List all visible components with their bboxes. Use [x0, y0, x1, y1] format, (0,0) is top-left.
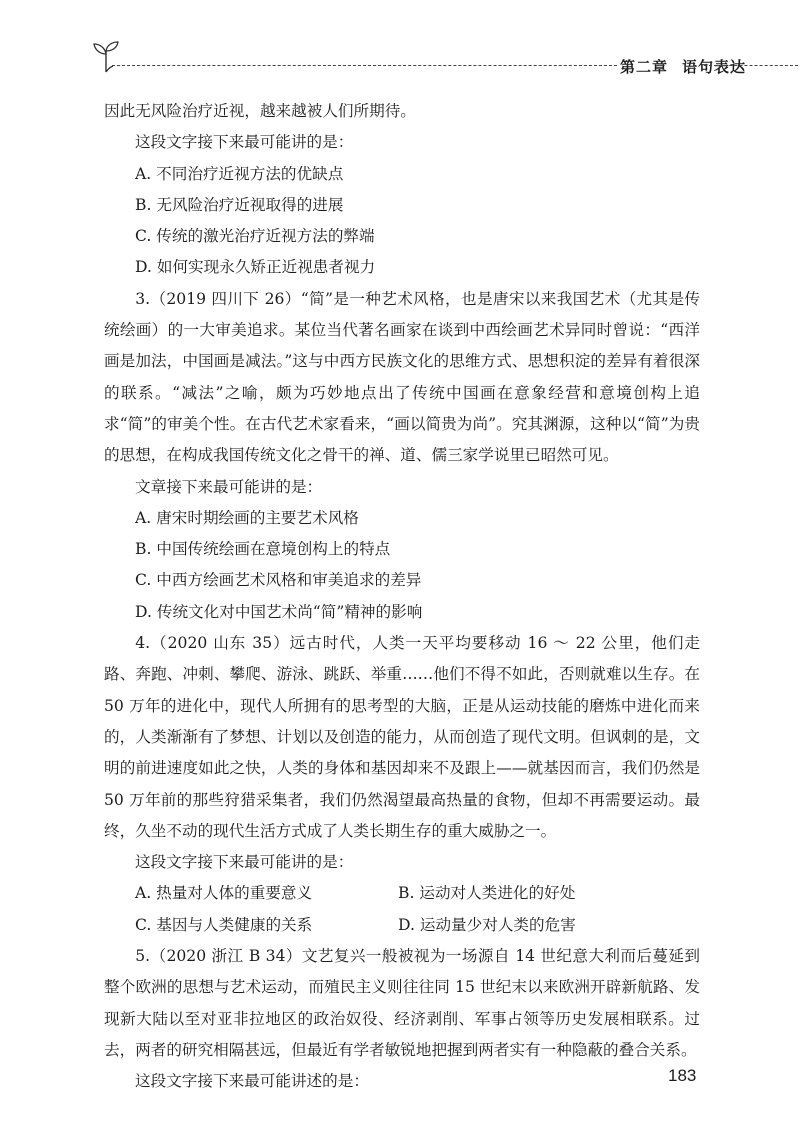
question-4-option-c: C. 基因与人类健康的关系: [135, 915, 313, 934]
question-4-options-row-2: [104, 910, 700, 941]
chapter-name: 语句表达: [682, 58, 747, 76]
question-4-options-row-1: [104, 878, 700, 909]
header-rule-right: [704, 65, 798, 66]
continued-paragraph: 因此无风险治疗近视，越来越被人们所期待。: [104, 102, 416, 120]
chapter-number: 第二章: [620, 58, 669, 76]
question-5-passage: 5.（2020 浙江 B 34）文艺复兴一般被视为一场源自 14 世纪意大利而后蔓延到整个欧洲的思想与艺术运动，而殖民主义则往往同 15 世纪末以来欧洲开辟新航路、发现新大陆以至对亚非拉地区的政治奴役、经济剥削、军事占领等历史发展相联系。过去，两者的研究相隔甚远，但最近有学者敏锐地把握到两者实有一种隐蔽的叠合关系。: [104, 947, 700, 1059]
question-4-option-a: A. 热量对人体的重要意义: [135, 884, 313, 903]
page-content: [104, 96, 700, 1098]
question-2-option-d: D. 如何实现永久矫正近视患者视力: [135, 258, 376, 277]
header-rule-left: [112, 65, 617, 66]
question-3-option-b: B. 中国传统绘画在意境创构上的特点: [135, 540, 391, 559]
question-4-option-b: B. 运动对人类进化的好处: [398, 884, 576, 903]
question-4-prompt: 这段文字接下来最可能讲的是：: [135, 853, 354, 872]
sprout-icon: [92, 40, 120, 74]
question-2-option-b: B. 无风险治疗近视取得的进展: [135, 195, 344, 214]
question-4-passage: 4.（2020 山东 35）远古时代，人类一天平均要移动 16 ～ 22 公里，他们走路、奔跑、冲刺、攀爬、游泳、跳跃、举重……他们不得不如此，否则就难以生存。在 50 万年的进化中，现代人所拥有的思考型的大脑，正是从运动技能的磨炼中进化而来的，人类渐渐有了梦想、计划以及创造的能力，从而创造了现代文明。但讽刺的是，文明的前进速度如此之快，人类的身体和基因却来不及跟上——就基因而言，我们仍然是 50 万年前的那些狩猎采集者，我们仍然渴望最高热量的食物，但却不再需要运动。最终，久坐不动的现代生活方式成了人类长期生存的重大威胁之一。: [104, 634, 700, 840]
question-3-passage: 3.（2019 四川下 26）“简”是一种艺术风格，也是唐宋以来我国艺术（尤其是传统绘画）的一大审美追求。某位当代著名画家在谈到中西绘画艺术异同时曾说：“西洋画是加法，中国画是减法。”这与中西方民族文化的思维方式、思想积淀的差异有着很深的联系。“减法”之喻，颇为巧妙地点出了传统中国画在意象经营和意境创构上追求“简”的审美个性。在古代艺术家看来，“画以简贵为尚”。究其渊源，这种以“简”为贵的思想，在构成我国传统文化之骨干的禅、道、儒三家学说里已昭然可见。: [104, 289, 700, 465]
question-4-option-d: D. 运动量少对人类的危害: [398, 915, 576, 934]
question-3-prompt: 文章接下来最可能讲的是：: [135, 477, 323, 496]
question-3-option-a: A. 唐宋时期绘画的主要艺术风格: [135, 508, 359, 527]
page-number: 183: [668, 1066, 697, 1085]
question-3-option-c: C. 中西方绘画艺术风格和审美追求的差异: [135, 571, 422, 590]
chapter-title: [620, 56, 746, 77]
question-3-option-d: D. 传统文化对中国艺术尚“简”精神的影响: [135, 602, 423, 621]
question-2-option-c: C. 传统的激光治疗近视方法的弊端: [135, 227, 375, 246]
question-2-prompt: 这段文字接下来最可能讲的是：: [135, 133, 354, 152]
running-header: [92, 40, 798, 80]
question-2-option-a: A. 不同治疗近视方法的优缺点: [135, 164, 344, 183]
question-5-prompt: 这段文字接下来最可能讲述的是：: [135, 1072, 369, 1091]
